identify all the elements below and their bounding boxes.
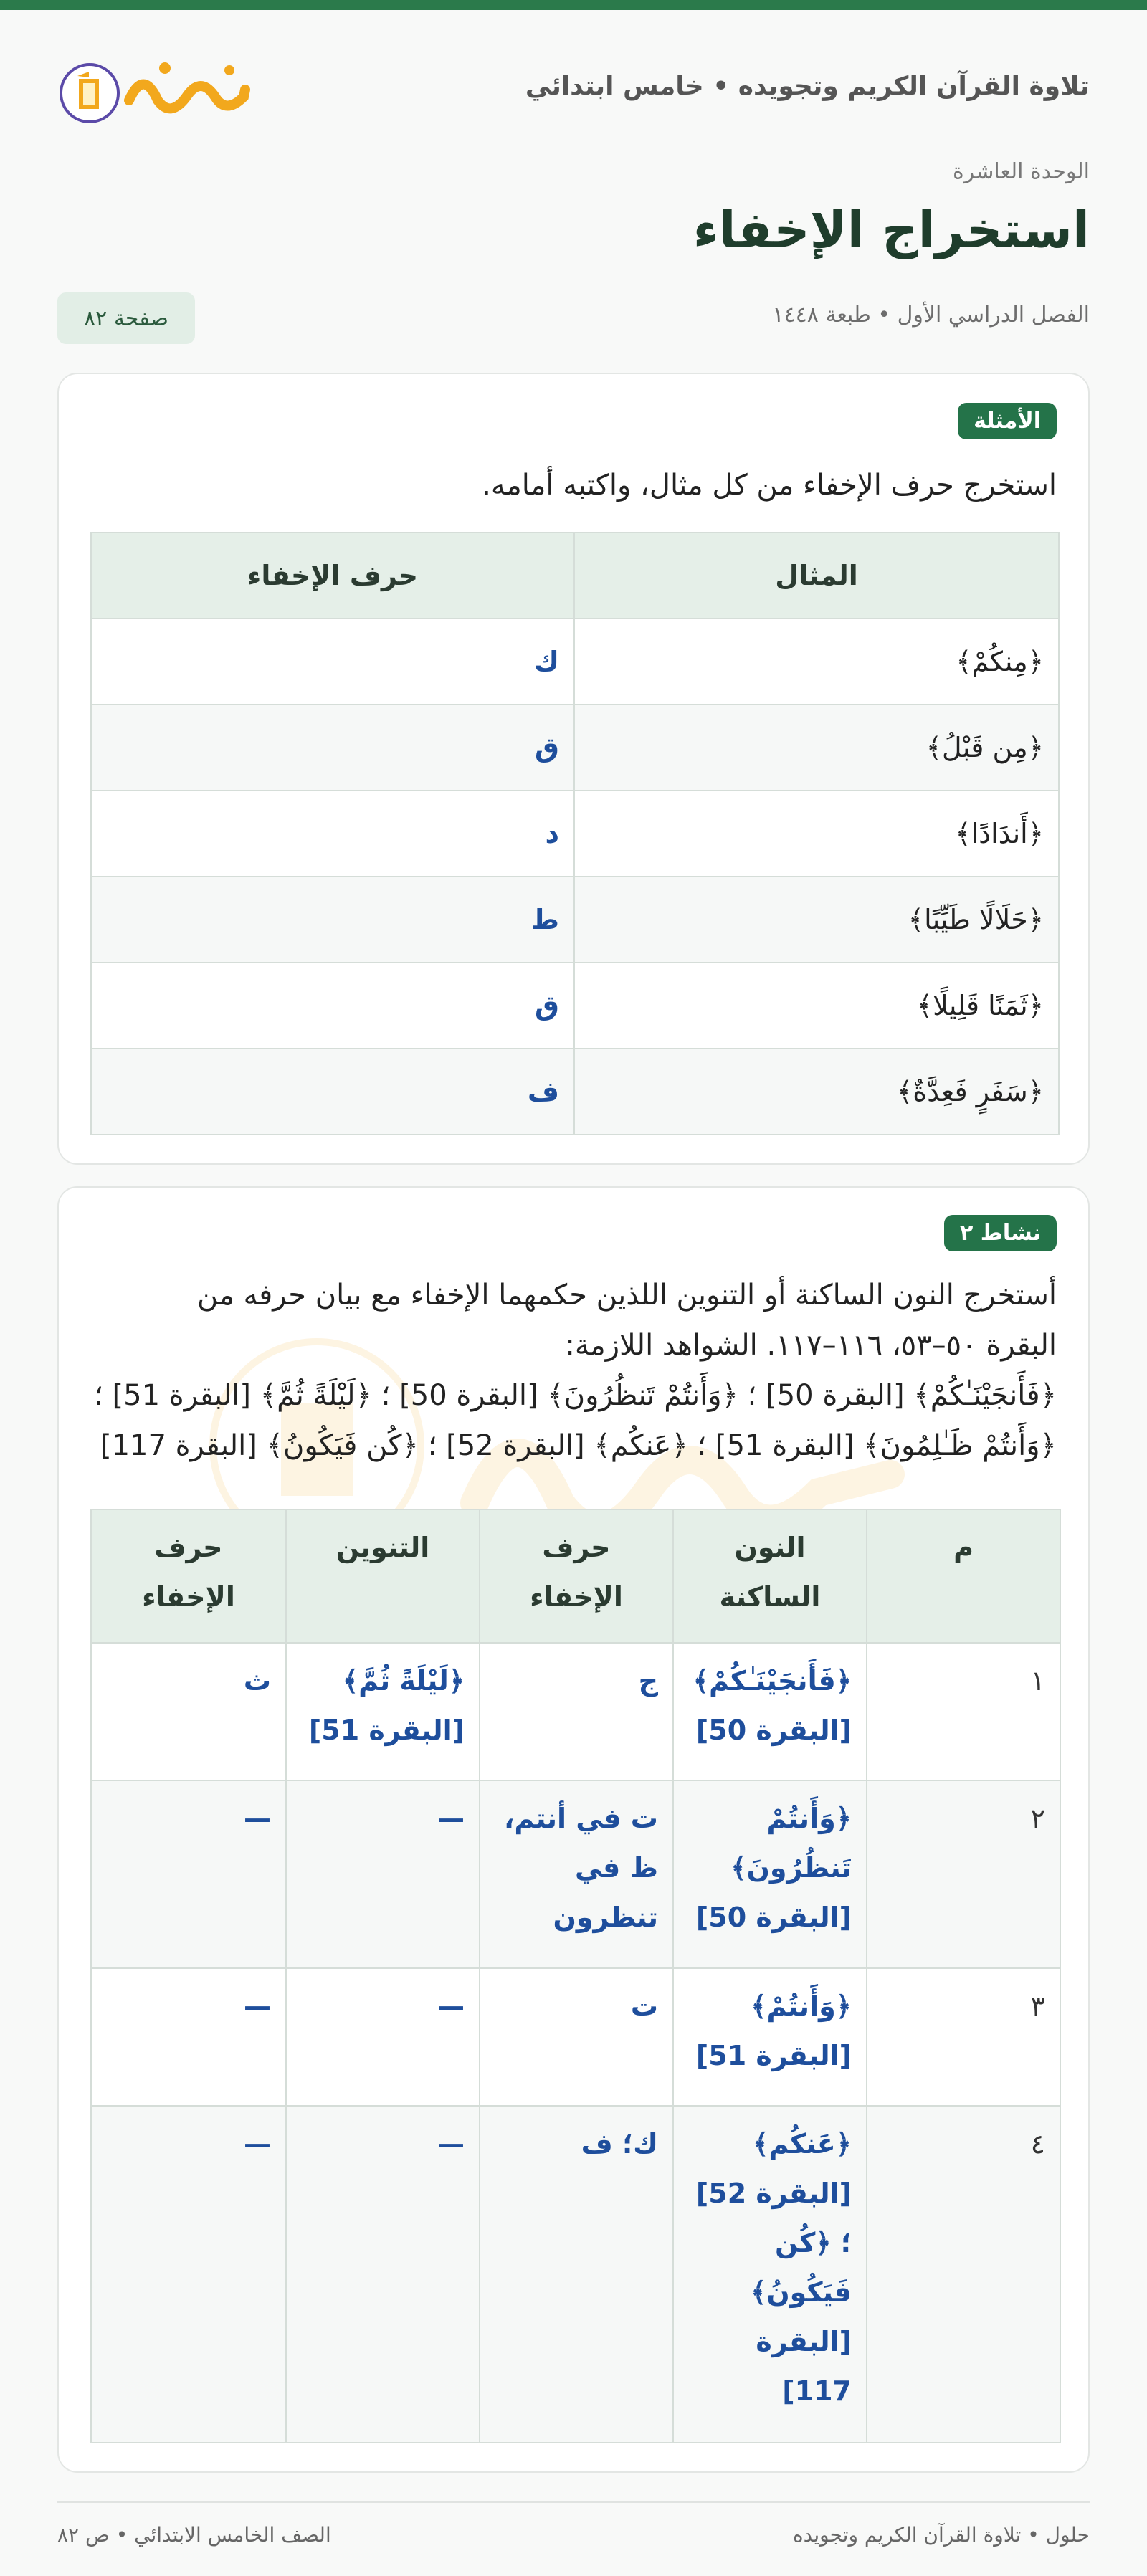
instruction-evidence-line: ﴿فَأَنجَيْنَـٰكُمْ﴾ [البقرة 50] ؛ ﴿وَأَنتُمْ تَنظُرُونَ﴾ [البقرة 50] ؛ ﴿لَيْلَةً ثُمَّ﴾ [البقرة 51] ؛ bbox=[94, 1379, 1057, 1412]
edition-meta: الفصل الدراسي الأول • طبعة ١٤٤٨ bbox=[772, 302, 1090, 328]
example-cell: ﴿سَفَرٍ فَعِدَّةٌ﴾ bbox=[574, 1049, 1059, 1135]
answer-letter-cell: ف bbox=[91, 1049, 574, 1135]
example-cell: ﴿أَندَادًا﴾ bbox=[574, 791, 1059, 877]
activity-instruction bbox=[90, 1270, 1057, 1471]
noon-cell: ﴿وَأَنتُمْ﴾ [البقرة 51] bbox=[673, 1968, 867, 2106]
table-row bbox=[91, 1968, 1060, 2106]
tanween-cell: ﴿لَيْلَةً ثُمَّ﴾ [البقرة 51] bbox=[286, 1643, 480, 1780]
footer-brand: حلول • تلاوة القرآن الكريم وتجويده bbox=[792, 2523, 1090, 2547]
col-header-example: المثال bbox=[574, 533, 1059, 619]
table-row bbox=[91, 877, 1059, 963]
footer-page-info: الصف الخامس الابتدائي • ص ٨٢ bbox=[57, 2523, 331, 2547]
page-number-badge: صفحة ٨٢ bbox=[57, 292, 195, 344]
noon-cell: ﴿فَأَنجَيْنَـٰكُمْ﴾ [البقرة 50] bbox=[673, 1643, 867, 1780]
col-header-number: م bbox=[867, 1509, 1060, 1643]
example-cell: ﴿مِنكُمْ﴾ bbox=[574, 619, 1059, 705]
activity-card bbox=[57, 1186, 1090, 2473]
row-number: ٢ bbox=[867, 1780, 1060, 1968]
instruction-evidence-line: ﴿وَأَنتُمْ ظَـٰلِمُونَ﴾ [البقرة 51] ؛ ﴿عَنكُم﴾ [البقرة 52] ؛ ﴿كُن فَيَكُونُ﴾ [البقرة 117] bbox=[100, 1429, 1057, 1462]
col-header-tanween-letter: حرف الإخفاء bbox=[91, 1509, 286, 1643]
noon-letter-cell: ك؛ ف bbox=[480, 2106, 673, 2443]
answer-letter-cell: ق bbox=[91, 705, 574, 791]
table-row bbox=[91, 791, 1059, 877]
tanween-cell: — bbox=[286, 1780, 480, 1968]
table-row bbox=[91, 1643, 1060, 1780]
noon-cell: ﴿عَنكُم﴾ [البقرة 52] ؛ ﴿كُن فَيَكُونُ﴾ [البقرة 117] bbox=[673, 2106, 867, 2443]
tanween-letter-cell: — bbox=[91, 1968, 286, 2106]
examples-card bbox=[57, 373, 1090, 1165]
answer-letter-cell: ك bbox=[91, 619, 574, 705]
examples-instruction: استخرج حرف الإخفاء من كل مثال، واكتبه أمامه. bbox=[482, 469, 1057, 502]
examples-badge: الأمثلة bbox=[958, 403, 1057, 439]
row-number: ١ bbox=[867, 1643, 1060, 1780]
instruction-line: أستخرج النون الساكنة أو التنوين اللذين حكمهما الإخفاء مع بيان حرفه من bbox=[197, 1279, 1057, 1312]
top-accent-bar bbox=[0, 0, 1147, 10]
col-header-noon-letter: حرف الإخفاء bbox=[480, 1509, 673, 1643]
col-header-tanween: التنوين bbox=[286, 1509, 480, 1643]
tanween-letter-cell: ث bbox=[91, 1643, 286, 1780]
tanween-cell: — bbox=[286, 1968, 480, 2106]
row-number: ٤ bbox=[867, 2106, 1060, 2443]
hulool-logo-icon bbox=[57, 50, 258, 129]
unit-label: الوحدة العاشرة bbox=[952, 159, 1090, 184]
row-number: ٣ bbox=[867, 1968, 1060, 2106]
footer-divider bbox=[57, 2501, 1090, 2503]
table-row bbox=[91, 619, 1059, 705]
table-row bbox=[91, 2106, 1060, 2443]
tanween-letter-cell: — bbox=[91, 2106, 286, 2443]
table-row bbox=[91, 705, 1059, 791]
noon-cell: ﴿وَأَنتُمْ تَنظُرُونَ﴾ [البقرة 50] bbox=[673, 1780, 867, 1968]
examples-table bbox=[90, 532, 1060, 1135]
activity-badge: نشاط ٢ bbox=[944, 1215, 1057, 1251]
answer-letter-cell: د bbox=[91, 791, 574, 877]
col-header-noon: النون الساكنة bbox=[673, 1509, 867, 1643]
tanween-cell: — bbox=[286, 2106, 480, 2443]
example-cell: ﴿مِن قَبْلُ﴾ bbox=[574, 705, 1059, 791]
tanween-letter-cell: — bbox=[91, 1780, 286, 1968]
activity-table bbox=[90, 1509, 1061, 2443]
noon-letter-cell: ت bbox=[480, 1968, 673, 2106]
answer-letter-cell: ق bbox=[91, 963, 574, 1049]
table-row bbox=[91, 1780, 1060, 1968]
instruction-line: البقرة ٥٠–٥٣، ١١٦–١١٧. الشواهد اللازمة: bbox=[565, 1329, 1057, 1362]
page-title: استخراج الإخفاء bbox=[693, 201, 1090, 259]
example-cell: ﴿ثَمَنًا قَلِيلًا﴾ bbox=[574, 963, 1059, 1049]
answer-letter-cell: ط bbox=[91, 877, 574, 963]
noon-letter-cell: ج bbox=[480, 1643, 673, 1780]
subject-title: تلاوة القرآن الكريم وتجويده • خامس ابتدائي bbox=[525, 72, 1090, 101]
col-header-letter: حرف الإخفاء bbox=[91, 533, 574, 619]
example-cell: ﴿حَلَالًا طَيِّبًا﴾ bbox=[574, 877, 1059, 963]
noon-letter-cell: ت في أنتم، ظ في تنظرون bbox=[480, 1780, 673, 1968]
table-row bbox=[91, 963, 1059, 1049]
page-header bbox=[57, 43, 1090, 143]
table-row bbox=[91, 1049, 1059, 1135]
